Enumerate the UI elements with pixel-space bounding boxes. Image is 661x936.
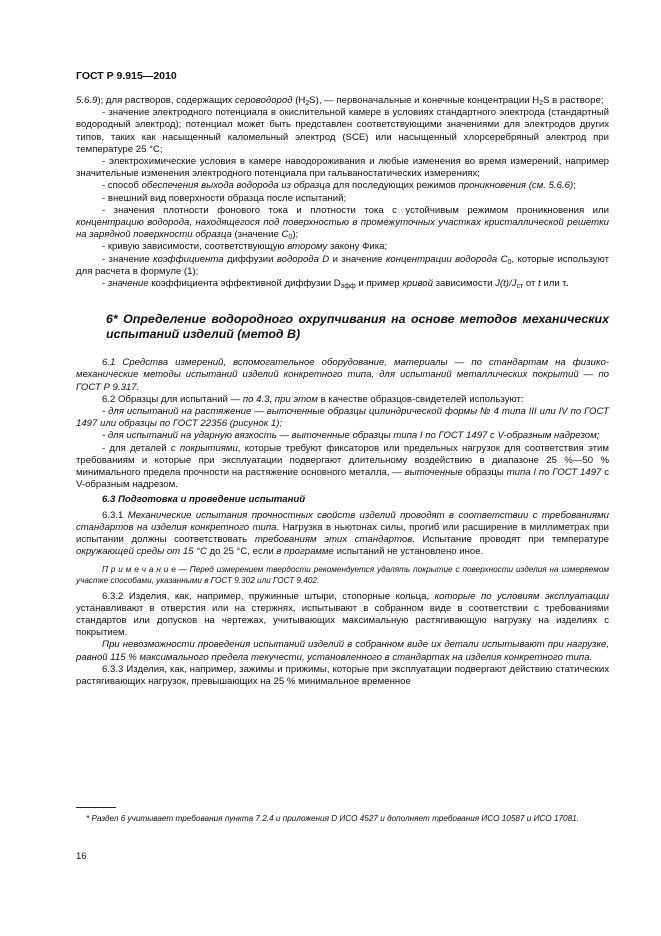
subscript: 2: [305, 100, 310, 107]
text-run: коэффициента: [153, 253, 224, 265]
text-run: в программе: [276, 546, 334, 558]
text-run: - способ: [102, 180, 142, 192]
text-run: , которые требуют фиксаторов или предельных нагрузок для соответствия этим требованиям и которые при эксплуатации подвергают длительному воздействию в диапазоне 25 %—50 % минимального предела прочности на растяжение основного металла, —: [76, 442, 609, 479]
text-run: ); для растворов, содержащих: [97, 95, 235, 106]
list-item: - для испытаний на ударную вязкость — выточенные образцы типа I по ГОСТ 1497 с V-образным надрезом;: [102, 430, 600, 442]
list-item: - внешний вид поверхности образца после испытаний;: [102, 192, 347, 204]
text-run: второму: [287, 241, 328, 253]
list-item: - электрохимические условия в камере наводороживания и любые изменения во время измерений, например значительные изменения электродного потенциала при гальваностатических измерениях;: [76, 156, 609, 180]
text-run: требованиям этих стандартов: [254, 534, 413, 546]
text-run: обеспечения выхода водорода из образца: [141, 180, 331, 192]
paragraph: [76, 510, 609, 559]
text-run: или τ.: [540, 278, 569, 290]
text-run: диффузии: [223, 253, 277, 265]
list-item: [76, 278, 609, 290]
text-run: и значение: [329, 253, 386, 265]
document-body: [76, 95, 609, 688]
footnote-separator: [76, 807, 116, 808]
text-run: сероводород: [234, 95, 293, 106]
text-run: S в растворе;: [543, 95, 604, 106]
text-run: с V-образным надрезом.: [76, 467, 610, 491]
text-run: закону Фика;: [327, 241, 388, 253]
text-run: 6.3.2 Изделия, как, например, пружинные штыри, стопорные кольца,: [102, 590, 435, 602]
text-run: окружающей среды от 15 °С: [76, 546, 207, 558]
list-item: - значение электродного потенциала в окислительной камере в условиях стандартного электрода (стандартный водородный электрод); потенциал может быть представлен соответствующими значениями для электродов других типов, таких как насыщенный каломельный электрод (SCE) или насыщенный хлорсеребряный электрод при температуре 25 °С;: [76, 107, 609, 155]
text-run: испытаний не установлено иное.: [333, 546, 484, 558]
text-run: типа I по ГОСТ 1497: [506, 467, 602, 479]
page-number: 16: [76, 851, 87, 862]
text-run: 5.6.9: [76, 95, 98, 106]
paragraph: 6.3.3 Изделия, как, например, зажимы и прижимы, которые при эксплуатации подвергают действию статических растягивающих нагрузок, превышающих на 25 % минимальное временное: [76, 663, 609, 687]
text-run: - кривую зависимости, соответствующую: [102, 241, 288, 253]
text-run: по 4.3, при этом: [242, 393, 318, 405]
text-run: (значение: [231, 229, 282, 241]
text-run: концентрации водорода C: [385, 253, 508, 265]
text-run: . Испытание проводят при температуре: [412, 534, 610, 546]
text-run: );: [292, 229, 299, 241]
list-item: [76, 443, 609, 492]
text-run: и пример: [355, 278, 403, 290]
text-run: проникновения (см. 5.6.6): [458, 180, 574, 192]
text-run: J(t)/J: [495, 278, 517, 290]
paragraph: [76, 95, 609, 107]
section-title: 6* Определение водородного охрупчивания на основе методов механических испытаний изделий (метод В): [106, 312, 609, 342]
subscript: эфф: [340, 283, 356, 291]
text-run: до 25 °С, если: [206, 546, 277, 558]
text-run: Механические испытания прочностных свойств изделий проводят в соответствии с требованиями стандартов на изделия конкретного типа: [76, 509, 609, 533]
text-run: образцы: [462, 467, 507, 479]
text-run: . Нагрузка в ньютонах силы, прогиб или расширение в миллиметрах при испытании должны соответствовать: [76, 521, 609, 546]
text-run: от: [523, 278, 539, 290]
text-run: для последующих режимов: [330, 180, 459, 192]
text-run: 6.3.1: [102, 509, 128, 521]
text-run: с покрытиями: [170, 442, 238, 454]
text-run: кривой: [402, 278, 433, 290]
footnote: * Раздел 6 учитывает требования пункта 7.2.4 и приложения D ИСО 4527 и дополняет требования ИСО 10587 и ИСО 17081.: [86, 814, 579, 823]
text-run: - для деталей: [102, 442, 171, 454]
list-item: [76, 254, 609, 278]
text-run: значение: [107, 278, 149, 290]
text-run: C: [281, 229, 289, 241]
text-run: в качестве образцов-свидетелей используют:: [317, 393, 524, 405]
text-run: , которые используют для расчета в формуле (1);: [76, 253, 609, 277]
list-item: [76, 241, 609, 253]
list-item: [76, 180, 609, 192]
list-item: - для испытаний на растяжение — выточенные образцы цилиндрической формы № 4 типа III или IV по ГОСТ 1497 или образцы по ГОСТ 22356 (рисунок 1);: [76, 406, 609, 430]
subscript: ст: [516, 283, 524, 291]
document-header: ГОСТ Р 9.915—2010: [76, 70, 177, 82]
paragraph: [76, 591, 609, 640]
text-run: 6.2 Образцы для испытаний —: [102, 393, 243, 405]
paragraph: 6.1 Средства измерений, вспомогательное оборудование, материалы — по стандартам на физико-механические методы испытаний изделий конкретного типа, для испытаний металлических покрытий — по ГОСТ Р 9.317.: [76, 357, 609, 393]
subscript: 0: [288, 234, 293, 242]
text-run: зависимости: [432, 278, 496, 290]
text-run: которые по условиям эксплуатации: [434, 590, 609, 602]
text-run: S), — первоначальные и конечные концентрации H: [309, 95, 540, 106]
text-run: концентрацию водорода, находящегося под поверхностью в промежуточных участках кристаллической решетки на зарядной поверхности образца: [76, 217, 609, 241]
note: П р и м е ч а н и е — Перед измерением твердости рекомендуется удалять покрытие с поверхности изделия на измеряемом участке способами, указанными в ГОСТ 9.302 или ГОСТ 9.402.: [76, 564, 609, 585]
subscript: 2: [539, 100, 544, 107]
paragraph: При невозможности проведения испытаний изделий в собранном виде их детали испытывают при нагрузке, равной 115 % максимального предела текучести, установленного в стандартах на изделия конкретного типа.: [76, 639, 609, 663]
text-run: - значения плотности фонового тока и плотности тока с устойчивым режимом проникновения или: [102, 204, 609, 216]
subscript: 0: [507, 258, 512, 266]
text-run: t: [538, 278, 541, 290]
subsection-title: 6.3 Подготовка и проведение испытаний: [102, 494, 306, 506]
text-run: - значение: [102, 253, 154, 265]
list-item: [76, 205, 609, 242]
text-run: (H: [292, 95, 306, 106]
text-run: устанавливают в отверстия или на стержнях, испытывают в собранном виде в соответствии с требованиями стандартов или допусков на чертежах, учитывающих максимальную растягивающую нагрузку на изделиях с покрытием.: [76, 602, 609, 639]
paragraph: [76, 394, 609, 406]
text-run: водорода D: [276, 253, 330, 265]
text-run: -: [102, 278, 108, 290]
text-run: коэффициента эффективной диффузии D: [148, 278, 341, 290]
text-run: выточенные: [404, 467, 463, 479]
text-run: ;: [573, 180, 576, 192]
